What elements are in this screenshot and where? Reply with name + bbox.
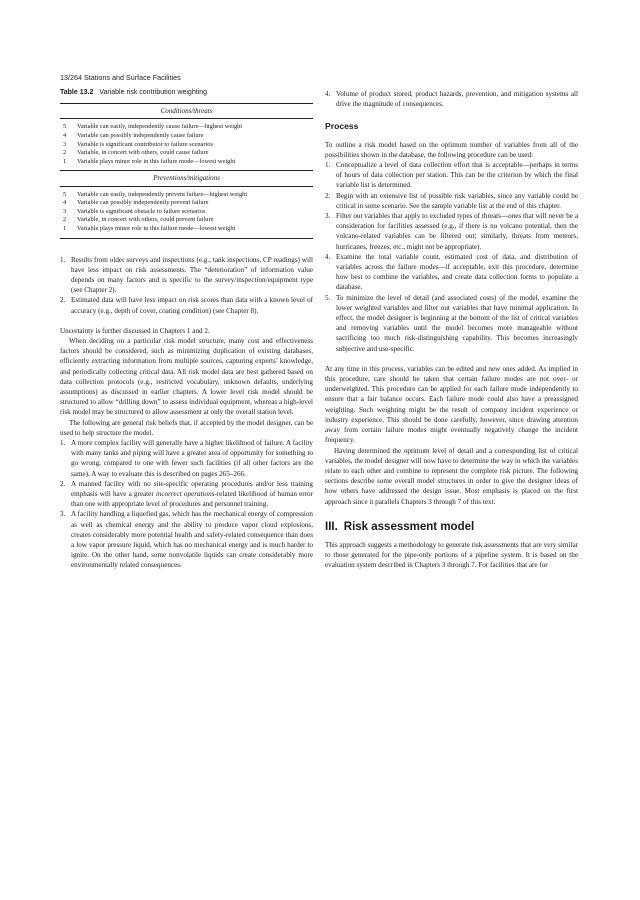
table-description: Variable can easily, independently cause failure—highest weight	[77, 123, 243, 131]
table-score: 4	[63, 132, 67, 139]
list-text: Examine the total variable count, estimated cost of data, and distribution of variables across the failure modes—if acceptable, exit this procedure, determine how best to combine the variables, and create data collection forms to populate a database.	[336, 252, 578, 292]
table-heading-preventions: Preventions/mitigations	[60, 170, 313, 186]
table-row	[60, 191, 313, 200]
right-column	[325, 89, 578, 571]
table-row	[60, 216, 313, 225]
list-number: 2.	[60, 296, 66, 305]
list-text-part: A manned facility with no site-specific operating procedures and/or less training emphasis will have a greater	[71, 479, 313, 499]
section-title: Risk assessment model	[343, 520, 475, 533]
table-score: 5	[63, 123, 67, 131]
list-text: Begin with an extensive list of possible risk variables, since any variable could be critical in some scenario. See the sample variable list at the end of this chapter.	[336, 191, 578, 210]
table-score: 1	[63, 224, 67, 232]
list-number: 4.	[325, 90, 331, 98]
list-item	[325, 89, 578, 109]
risk-beliefs-list	[60, 438, 313, 571]
list-text: Estimated data will have less impact on risk scores than data with a known level of accuracy (e.g., depth of cover, coating condition) (see Chapter 8).	[71, 296, 313, 315]
list-text: To minimize the level of detail (and associated costs) of the model, examine the lower weighted variables and filter out variables that have minimal application. In effect, the model designer is beginning at the bottom of the list of critical variables and removing variables until the model becomes more manageable without sacrificing too much risk-distinguishing capability. This becomes increasingly subjective and use-specific.	[336, 293, 578, 353]
list-number: 4.	[325, 252, 331, 261]
table-row	[60, 208, 313, 217]
table-row	[60, 199, 313, 208]
list-item	[60, 479, 313, 510]
list-number: 3.	[325, 212, 331, 221]
table-heading-conditions: Conditions/threats	[60, 103, 313, 119]
list-item	[325, 252, 578, 293]
table-score: 5	[63, 190, 67, 198]
list-text: A more complex facility will generally have a higher likelihood of failure. A facility with many tanks and piping will have a greater area of opportunity for something to go wrong, compared to one with fewer such facilities (if all other factors are the same). A way to evaluate this is described on pages 265–266.	[71, 439, 313, 478]
list-text: Conceptualize a level of data collection effort that is acceptable—perhaps in terms of hours of data collection per station. This can be the criterion by which the final variable list is determined.	[336, 161, 578, 190]
table-description: Variable plays minor role in this failure mode—lowest weight	[77, 157, 236, 165]
list-item	[60, 438, 313, 479]
table-score: 3	[63, 140, 67, 148]
table-row	[60, 225, 313, 234]
list-item	[325, 211, 578, 252]
table-row	[60, 123, 313, 132]
list-text: Filter out variables that apply to excluded types of threats—ones that will never be a consideration for facilities assessed (e.g., if there is no volcano potential, then the volcano-related variables can be filtered out; similarly, threats from meteors, hurricanes, freezes, etc., might not be appropriate).	[336, 212, 578, 251]
running-head: 13/264 Stations and Surface Facilities	[60, 73, 181, 82]
list-item	[325, 191, 578, 211]
list-item	[60, 509, 313, 570]
list-number: 1.	[325, 161, 331, 170]
section-heading	[325, 522, 578, 532]
list-number: 2.	[325, 191, 331, 200]
table-caption	[60, 88, 313, 98]
list-item	[60, 255, 313, 296]
table-description: Variable is significant contributor to failure scenarios	[77, 140, 213, 148]
list-item	[325, 160, 578, 191]
table-score: 3	[63, 207, 67, 215]
data-value-list	[60, 255, 313, 316]
list-number: 2.	[60, 479, 66, 488]
table-score: 2	[63, 216, 67, 224]
paragraph-model-structures: Having determined the optimum level of detail and a corresponding list of critical variables, the model designer will now have to determine the way in which the variables relate to each other and combine to represent the complete risk picture. The following sections describe some overall model structures in order to give the designer ideas of how others have addressed the design issue. Most emphasis is placed on the first approach since it parallels Chapters 3 through 7 of this text.	[325, 446, 578, 506]
table-description: Variable can possibly independently prevent failure	[77, 199, 209, 207]
section-number: III.	[325, 520, 338, 533]
list-number: 1.	[60, 255, 66, 264]
paragraph-risk-beliefs: The following are general risk beliefs that, if accepted by the model designer, can be used to help structure the model.	[60, 418, 313, 437]
list-number: 1.	[60, 439, 66, 447]
list-number: 3.	[60, 510, 66, 519]
list-text: A facility handling a liquefied gas, which has the mechanical energy of compression as well as chemical energy and the ability to produce vapor cloud explosions, creates considerably more potential health and safety-related consequence than does a low vapor pressure liquid, which has no mechanical energy and is much harder to ignite. On the other hand, some nonvolatile liquids can create considerably more environmentally related consequences.	[71, 510, 313, 570]
table-conditions-rows	[60, 119, 313, 170]
table-preventions-rows	[60, 187, 313, 239]
table-description: Variable plays minor role in this failure mode—lowest weight	[77, 224, 236, 232]
paragraph-process-intro: To outline a risk model based on the optimum number of variables from all of the possibilities shown in the database, the following procedure can be used:	[325, 140, 578, 159]
list-item	[325, 293, 578, 354]
table-caption-text: Variable risk contribution weighting	[99, 89, 207, 96]
paragraph-model-structure: When deciding on a particular risk model structure, many cost and effectiveness factors should be considered, such as minimizing duplication of existing databases, efficiently extracting information from multiple sources, capturing experts’ knowledge, and periodically collecting critical data. All risk model data are best gathered based on data collection protocols (e.g., restricted vocabulary, unknown defaults, underlying assumptions) as discussed in earlier chapters. A lower level risk model should be structured to allow “drilling down” to assess individual equipment, whereas a high-level risk model may be structured to allow assessment at only the overall station level.	[60, 336, 313, 417]
table-score: 1	[63, 157, 67, 165]
list-text-emphasis: incorrect operations	[155, 490, 215, 499]
list-text: Volume of product stored, product hazards, prevention, and mitigation systems all drive the magnitude of consequences.	[336, 90, 578, 109]
left-column	[60, 88, 313, 571]
table-description: Variable is significant obstacle to failure scenarios	[77, 207, 206, 215]
list-number: 5.	[325, 293, 331, 302]
list-text-part: -related likelihood of human error than one with appropriate level of procedures and personnel training.	[71, 490, 313, 509]
table-score: 2	[63, 149, 67, 157]
table-caption-label: Table 13.2	[60, 89, 94, 96]
table-row	[60, 149, 313, 158]
table-row	[60, 158, 313, 167]
process-steps-list	[325, 160, 578, 354]
table-description: Variable can possibly independently cause failure	[77, 132, 204, 139]
list-item	[60, 295, 313, 315]
risk-beliefs-list-continued	[325, 89, 578, 109]
table-description: Variable, in concert with others, could prevent failure	[77, 216, 214, 224]
list-text	[71, 479, 313, 510]
table-score: 4	[63, 199, 67, 207]
table-description: Variable can easily, independently prevent failure—highest weight	[77, 190, 248, 198]
list-text: Results from older surveys and inspections (e.g., tank inspections, CP readings) will have less impact on risk assessments. The “deterioration” of information value depends on many factors and is specific to the survey/inspection/equipment type (see Chapter 2).	[71, 255, 313, 295]
paragraph-approach: This approach suggests a methodology to generate risk assessments that are very similar to those generated for the pipe-only portions of a pipeline system. It is based on the evaluation system described in Chapters 3 through 7. For facilities that are for	[325, 540, 578, 570]
table-row	[60, 141, 313, 150]
table-row	[60, 132, 313, 141]
paragraph-uncertainty: Uncertainty is further discussed in Chapters 1 and 2.	[60, 326, 210, 335]
table-description: Variable, in concert with others, could cause failure	[77, 149, 209, 157]
paragraph-editing-variables: At any time in this process, variables can be edited and new ones added. As implied in this procedure, care should be taken that certain failure modes are not over- or underweighted. This procedure can be applied for each failure mode independently to ensure that a fair balance occurs. Each failure mode could also have a preassigned weighting. Such weighting might be the result of company incident experience or industry experience. This should be done carefully, however, since drawing attention away from certain failure modes might eventually negatively change the incident frequency.	[325, 364, 578, 445]
process-heading: Process	[325, 121, 359, 132]
